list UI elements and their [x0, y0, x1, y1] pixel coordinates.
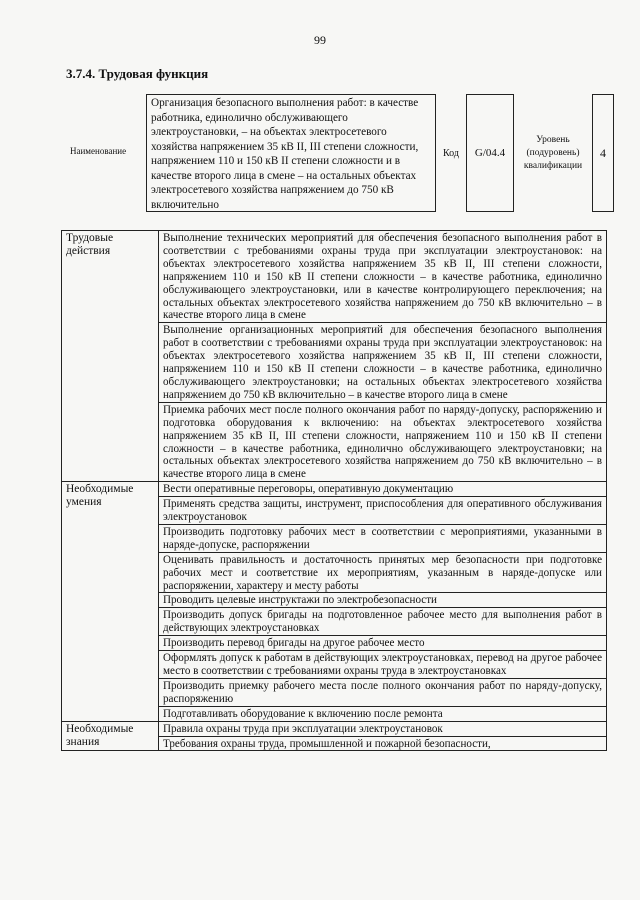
code-label: Код [443, 148, 459, 159]
section-item: Производить перевод бригады на другое рабочее место [159, 636, 607, 651]
section-item: Производить допуск бригады на подготовленное рабочее место для выполнения работ в действующих электроустановках [159, 608, 607, 636]
section-item: Правила охраны труда при эксплуатации электроустановок [159, 721, 607, 736]
section-item: Оформлять допуск к работам в действующих электроустановках, перевод на другое рабочее место в соответствии с требованиями охраны труда в электроустановках [159, 651, 607, 679]
function-name: Организация безопасного выполнения работ: в качестве работника, единолично обслуживающего электроустановки, – на объектах электросетевого хозяйства напряжением 35 кВ II, III степени сложности, напряжением 110 и 150 кВ II степени сложности и в качестве второго лица в смене – на остальных объектах электросетевого хозяйства напряжением до 750 кВ включительно [146, 94, 436, 212]
qualification-level [592, 94, 614, 212]
table-row [62, 231, 607, 323]
qualification-level-value: 4 [600, 145, 606, 160]
section-label: Необходимые умения [66, 483, 134, 509]
section-label-cell [62, 721, 159, 751]
section-item: Проводить целевые инструктажи по электробезопасности [159, 593, 607, 608]
function-code-value: G/04.4 [474, 147, 506, 159]
page-number: 99 [314, 33, 326, 47]
table-row [62, 721, 607, 736]
section-title: 3.7.4. Трудовая функция [66, 66, 209, 81]
section-item: Приемка рабочих мест после полного окончания работ по наряду-допуску, распоряжению и подготовка оборудования к включению: на объектах электросетевого хозяйства напряжением 35 кВ II, III степени сложности, напряжением 110 и 150 кВ II степени сложности – в качестве работника, единолично обслуживающего электроустановки; на остальных объектах электросетевого хозяйства напряжением до 750 кВ включительно – в качестве второго лица в смене [159, 402, 607, 481]
section-item: Выполнение организационных мероприятий для обеспечения безопасного выполнения работ в соответствии с требованиями охраны труда при эксплуатации электроустановок: на объектах электросетевого хозяйства напряжением 35 кВ II, III степени сложности, напряжением 110 и 150 кВ II степени сложности – в качестве работника, единолично обслуживающего электроустановки; на остальных объектах электросетевого хозяйства напряжением до 750 кВ включительно – в качестве второго лица в смене [159, 323, 607, 402]
section-item: Производить приемку рабочего места после полного окончания работ по наряду-допуску, распоряжению [159, 678, 607, 706]
section-item: Требования охраны труда, промышленной и пожарной безопасности, [159, 736, 607, 751]
name-label: Наименование [70, 146, 127, 156]
section-item: Вести оперативные переговоры, оперативную документацию [159, 482, 607, 497]
section-item: Применять средства защиты, инструмент, приспособления для оперативного обслуживания электроустановок [159, 497, 607, 525]
section-item: Производить подготовку рабочих мест в соответствии с мероприятиями, указанными в наряде-допуске, распоряжении [159, 524, 607, 552]
function-table [61, 230, 607, 751]
function-code [466, 94, 514, 212]
section-label-cell [62, 482, 159, 721]
section-item: Выполнение технических мероприятий для обеспечения безопасного выполнения работ в соответствии с требованиями охраны труда при эксплуатации электроустановок: на объектах электросетевого хозяйства напряжением 35 кВ II, III степени сложности, напряжением 110 и 150 кВ II степени сложности – в качестве работника, единолично обслуживающего электроустановки, или в качестве контролирующего переключения; на остальных объектах электросетевого хозяйства напряжением до 750 кВ включительно – в качестве второго лица в смене [159, 231, 607, 323]
section-item: Подготавливать оборудование к включению после ремонта [159, 706, 607, 721]
section-item: Оценивать правильность и достаточность принятых мер безопасности при подготовке рабочих мест и соответствие их мероприятиям, указанным в наряде-допуске или распоряжении, характеру и месту работы [159, 552, 607, 593]
level-label: Уровень (подуровень) квалификации [523, 135, 583, 171]
section-label: Трудовые действия [66, 232, 114, 257]
table-row [62, 482, 607, 497]
function-header [66, 94, 614, 218]
section-label: Необходимые знания [66, 722, 134, 748]
section-label-cell [62, 231, 159, 482]
